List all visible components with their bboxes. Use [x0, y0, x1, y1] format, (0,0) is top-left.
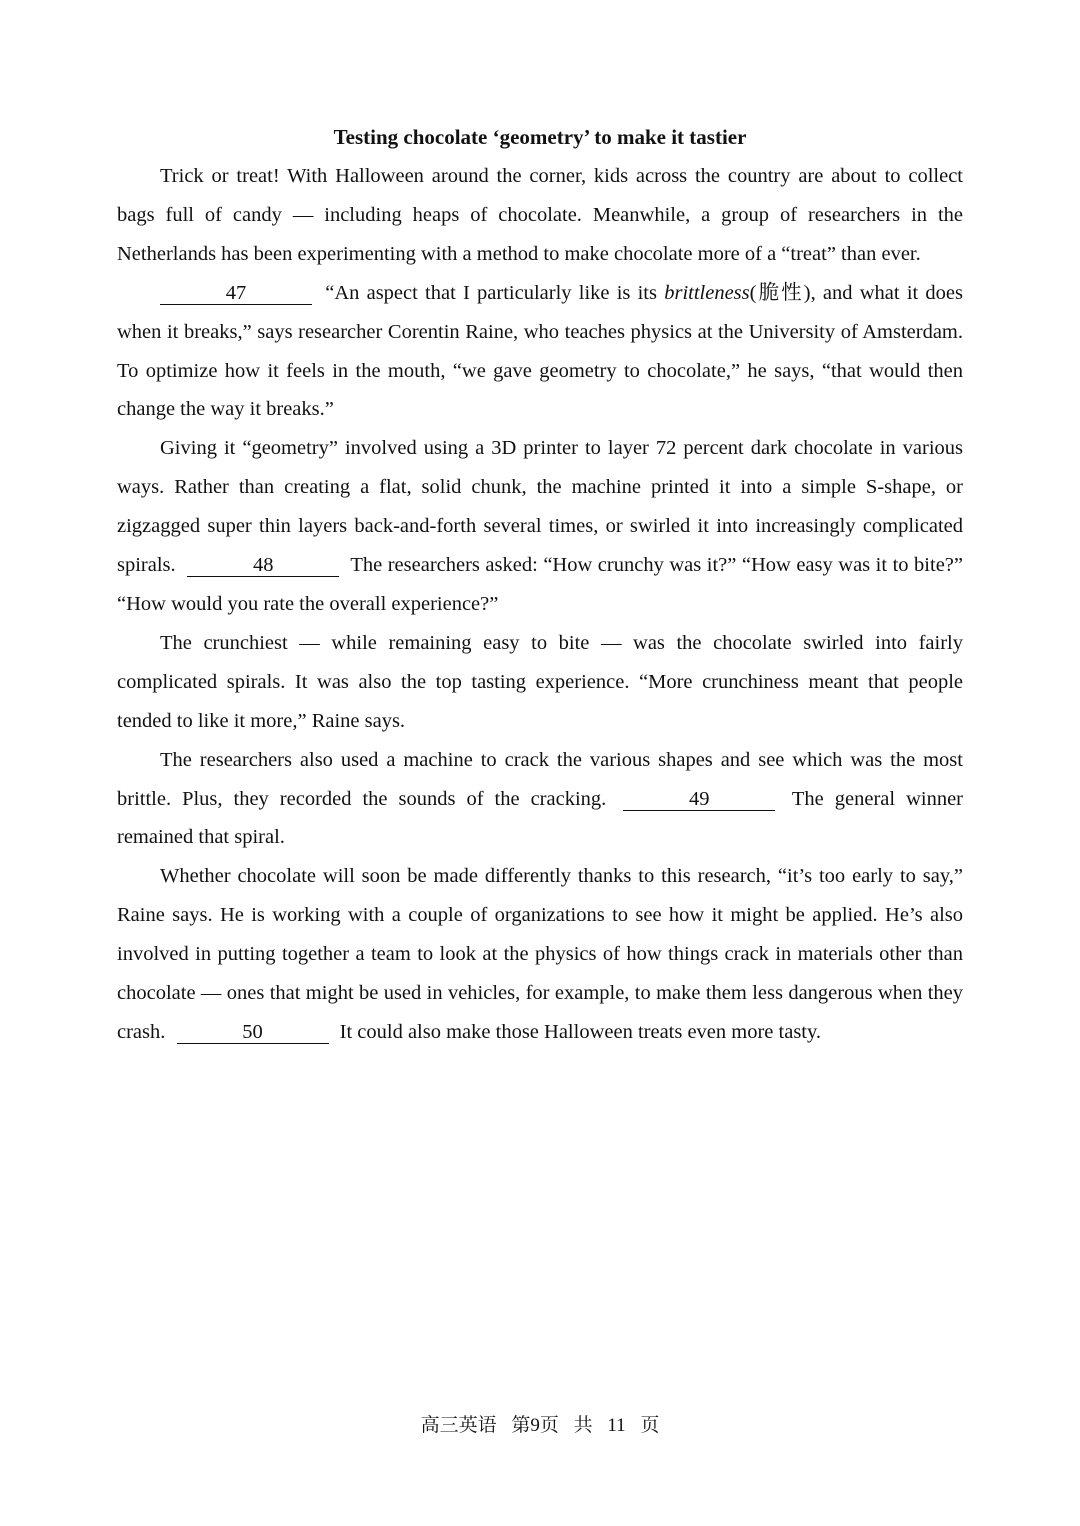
- answer-blank-49[interactable]: 49: [623, 788, 775, 811]
- paragraph-text: The general winner remained that spiral.: [117, 787, 964, 849]
- paragraph-text: The researchers also used a machine to crack the various shapes and see which was the most brittle. Plus, they recorded the sounds of the cracking.: [117, 748, 963, 810]
- paragraph-3: [117, 429, 963, 624]
- paragraph-2: [117, 274, 963, 430]
- paragraph-text: (脆性), and what it does when it breaks,” says researcher Corentin Raine, who teaches physics at the University of Amsterdam. To optimize how it feels in the mouth, “we gave geometry to chocolate,” he says, “that would then change the way it breaks.”: [117, 281, 964, 421]
- paragraph-4: [117, 624, 963, 741]
- paragraph-text: Whether chocolate will soon be made differently thanks to this research, “it’s too early to say,” Raine says. He is working with a couple of organizations to see how it might be applied. He’s also involved in putting together a team to look at the physics of how things crack in materials other than chocolate — ones that might be used in vehicles, for example, to make them less dangerous when they crash.: [117, 865, 963, 1043]
- answer-blank-50[interactable]: 50: [177, 1021, 329, 1044]
- paragraph-text: It could also make those Halloween treats even more tasty.: [339, 1020, 822, 1043]
- article-title: Testing chocolate ‘geometry’ to make it tastier: [333, 125, 747, 149]
- paragraph-text: “An aspect that I particularly like is its: [325, 281, 665, 304]
- footer-page-number: 第9页: [511, 1415, 559, 1436]
- answer-blank-47[interactable]: 47: [160, 282, 312, 305]
- answer-blank-48[interactable]: 48: [187, 554, 339, 577]
- paragraph-6: [117, 857, 963, 1052]
- paragraph-5: [117, 741, 963, 858]
- paragraph-text: Trick or treat! With Halloween around the corner, kids across the country are about to collect bags full of candy — including heaps of chocolate. Meanwhile, a group of researchers in the Netherlands has been experimenting with a method to make chocolate more of a “treat” than ever.: [117, 165, 963, 265]
- italic-term: brittleness: [664, 281, 750, 304]
- paragraph-text: The crunchiest — while remaining easy to bite — was the chocolate swirled into fairly complicated spirals. It was also the top tasting experience. “More crunchiness meant that people tended to like it more,” Raine says.: [117, 631, 963, 732]
- footer-subject: 高三英语: [420, 1415, 497, 1436]
- paragraph-text: Giving it “geometry” involved using a 3D printer to layer 72 percent dark chocolate in various ways. Rather than creating a flat, solid chunk, the machine printed it into a simple S-shape, or zigzagged super thin layers back-and-forth several times, or swirled it into increasingly complicated spirals.: [117, 437, 963, 577]
- paragraph-1: [117, 157, 963, 274]
- article-body: [117, 157, 963, 1052]
- page-footer: [0, 1412, 1080, 1440]
- footer-total-pages: 共 11 页: [573, 1415, 660, 1436]
- paragraph-text: The researchers asked: “How crunchy was it?” “How easy was it to bite?” “How would you rate the overall experience?”: [117, 554, 963, 615]
